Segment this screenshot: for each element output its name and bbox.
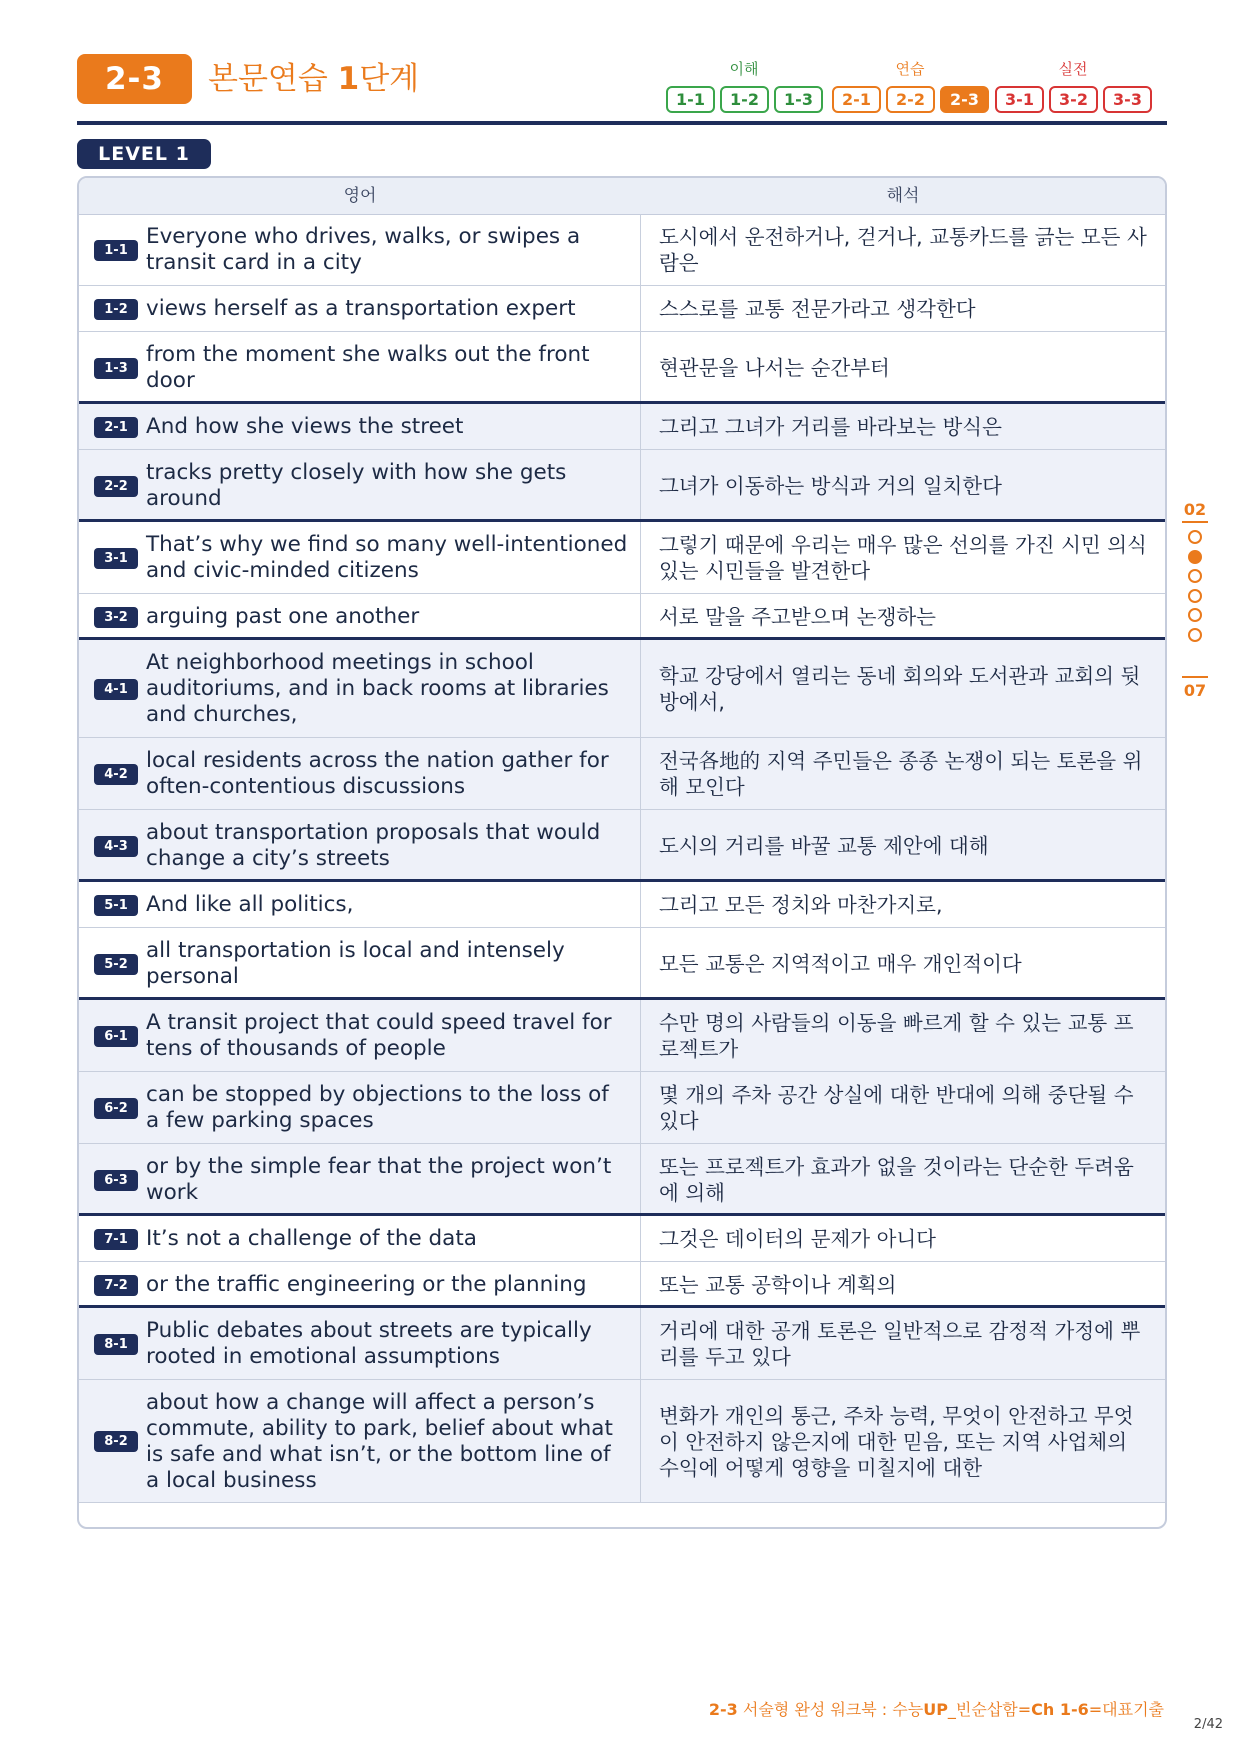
korean-translation: 스스로를 교통 전문가라고 생각한다 [659,297,976,321]
english-sentence: or the traffic engineering or the planning [146,1272,587,1297]
english-sentence: about transportation proposals that would change a city’s streets [146,820,601,871]
translation-cell [641,810,1165,879]
sentence-number-badge: 3-1 [94,548,138,569]
korean-translation: 도시에서 운전하거나, 걷거나, 교통카드를 긁는 모든 사람은 [659,225,1147,275]
translation-cell [641,1216,1165,1261]
table-row [79,332,1165,404]
sentence-number-badge: 6-2 [94,1098,138,1119]
korean-translation: 학교 강당에서 열리는 동네 회의와 도서관과 교회의 뒷방에서, [659,664,1141,714]
english-sentence: or by the simple fear that the project won’t work [146,1154,612,1205]
side-nav-divider [1182,521,1208,523]
english-cell [79,1000,641,1071]
sentence-number-badge: 7-2 [94,1275,138,1296]
translation-cell [641,594,1165,637]
table-row [79,1216,1165,1262]
english-sentence: tracks pretty closely with how she gets around [146,460,567,511]
english-sentence: That’s why we find so many well-intentioned and civic-minded citizens [146,532,628,583]
korean-translation: 수만 명의 사람들의 이동을 빠르게 할 수 있는 교통 프로젝트가 [659,1011,1134,1061]
step-tab-2-3[interactable]: 2-3 [940,86,989,113]
english-cell [79,640,641,737]
chapter-dot[interactable] [1188,628,1202,642]
translation-cell [641,214,1165,285]
sentence-number-badge: 5-1 [94,895,138,916]
translation-cell [641,332,1165,401]
chapter-dot[interactable] [1188,608,1202,622]
sentence-number-badge: 6-1 [94,1026,138,1047]
sentence-number-badge: 4-2 [94,764,138,785]
english-sentence: It’s not a challenge of the data [146,1226,477,1251]
side-nav-end-label: 07 [1183,681,1207,700]
english-sentence: about how a change will affect a person’s commute, ability to park, belief about what is safe and what isn’t, or the bottom line of a local business [146,1390,613,1493]
step-tab-1-2[interactable]: 1-2 [720,86,769,113]
english-sentence: Everyone who drives, walks, or swipes a transit card in a city [146,224,581,275]
table-row [79,1308,1165,1380]
english-cell [79,738,641,809]
english-cell [79,594,641,637]
table-row [79,928,1165,1000]
column-header-translation: 해석 [886,186,920,206]
korean-translation: 그리고 그녀가 거리를 바라보는 방식은 [659,415,1002,439]
english-sentence: can be stopped by objections to the loss of a few parking spaces [146,1082,609,1133]
translation-cell [641,1072,1165,1143]
table-row [79,810,1165,882]
translation-cell [641,928,1165,997]
step-group-label: 실전 [1058,60,1088,78]
english-sentence: arguing past one another [146,604,420,629]
korean-translation: 몇 개의 주차 공간 상실에 대한 반대에 의해 중단될 수 있다 [659,1083,1134,1133]
sentence-number-badge: 1-1 [94,240,138,261]
table-row [79,404,1165,450]
chapter-dot[interactable] [1188,569,1202,583]
step-tab-1-3[interactable]: 1-3 [774,86,823,113]
korean-translation: 또는 교통 공학이나 계획의 [659,1273,897,1297]
korean-translation: 그것은 데이터의 문제가 아니다 [659,1227,936,1251]
sentence-number-badge: 3-2 [94,607,138,628]
translation-cell [641,882,1165,927]
table-row [79,214,1165,286]
english-sentence: A transit project that could speed travel for tens of thousands of people [146,1010,612,1061]
sentence-number-badge: 1-3 [94,358,138,379]
section-badge: 2-3 [77,54,192,104]
side-nav-divider [1182,676,1208,678]
english-sentence: views herself as a transportation expert [146,296,576,321]
chapter-dot[interactable] [1188,589,1202,603]
english-cell [79,332,641,401]
english-sentence: At neighborhood meetings in school auditoriums, and in back rooms at libraries and churches, [146,650,609,727]
step-tab-1-1[interactable]: 1-1 [666,86,715,113]
table-row [79,1262,1165,1308]
table-row [79,1072,1165,1144]
sentence-number-badge: 8-2 [94,1431,138,1452]
sentence-number-badge: 4-3 [94,836,138,857]
english-cell [79,286,641,331]
sentence-number-badge: 4-1 [94,679,138,700]
sentence-number-badge: 6-3 [94,1170,138,1191]
english-sentence: And like all politics, [146,892,354,917]
korean-translation: 변화가 개인의 통근, 주차 능력, 무엇이 안전하고 무엇이 안전하지 않은지에 대한 믿음, 또는 지역 사업체의 수익에 어떻게 영향을 미칠지에 대한 [659,1404,1134,1480]
translation-cell [641,640,1165,737]
korean-translation: 그녀가 이동하는 방식과 거의 일치한다 [659,474,1002,498]
table-header [79,178,1165,215]
translation-table [77,176,1167,1529]
sentence-number-badge: 1-2 [94,299,138,320]
english-cell [79,1144,641,1213]
korean-translation: 그리고 모든 정치와 마찬가지로, [659,893,943,917]
sentence-number-badge: 7-1 [94,1229,138,1250]
english-cell [79,1072,641,1143]
column-header-english: 영어 [343,186,377,206]
page-number: 2/42 [1193,1717,1223,1732]
table-row [79,522,1165,594]
step-tab-2-1[interactable]: 2-1 [832,86,881,113]
translation-cell [641,1000,1165,1071]
step-tab-3-3[interactable]: 3-3 [1103,86,1152,113]
translation-cell [641,1262,1165,1305]
page-title: 본문연습 1단계 [208,61,420,97]
english-sentence: all transportation is local and intensely personal [146,938,565,989]
step-tab-3-1[interactable]: 3-1 [995,86,1044,113]
korean-translation: 현관문을 나서는 순간부터 [659,356,890,380]
step-tab-3-2[interactable]: 3-2 [1049,86,1098,113]
translation-cell [641,738,1165,809]
sentence-number-badge: 2-1 [94,417,138,438]
english-cell [79,522,641,593]
translation-cell [641,1380,1165,1502]
english-cell [79,1308,641,1379]
table-row [79,738,1165,810]
translation-cell [641,450,1165,519]
translation-cell [641,286,1165,331]
translation-cell [641,404,1165,449]
korean-translation: 그렇기 때문에 우리는 매우 많은 선의를 가진 시민 의식 있는 시민들을 발견한다 [659,533,1147,583]
english-cell [79,1216,641,1261]
sentence-number-badge: 8-1 [94,1334,138,1355]
korean-translation: 전국各地的 지역 주민들은 종종 논쟁이 되는 토론을 위해 모인다 [659,749,1143,799]
english-cell [79,214,641,285]
korean-translation: 도시의 거리를 바꿀 교통 제안에 대해 [659,834,989,858]
english-cell [79,1262,641,1305]
side-nav-start-label: 02 [1183,500,1207,519]
step-tab-2-2[interactable]: 2-2 [886,86,935,113]
korean-translation: 거리에 대한 공개 토론은 일반적으로 감정적 가정에 뿌리를 두고 있다 [659,1319,1141,1369]
step-group-label: 이해 [729,60,759,78]
english-cell [79,1380,641,1502]
sentence-number-badge: 5-2 [94,954,138,975]
table-row [79,1144,1165,1216]
korean-translation: 또는 프로젝트가 효과가 없을 것이라는 단순한 두려움에 의해 [659,1155,1134,1205]
english-cell [79,404,641,449]
english-cell [79,928,641,997]
chapter-dot[interactable] [1188,530,1202,544]
korean-translation: 모든 교통은 지역적이고 매우 개인적이다 [659,952,1022,976]
english-cell [79,810,641,879]
table-row [79,286,1165,332]
translation-cell [641,1308,1165,1379]
header-divider [77,121,1167,125]
english-sentence: from the moment she walks out the front door [146,342,590,393]
step-group-label: 연습 [895,60,925,78]
english-cell [79,882,641,927]
table-row [79,640,1165,738]
translation-cell [641,1144,1165,1213]
table-row [79,450,1165,522]
chapter-dot[interactable] [1188,550,1202,564]
level-badge: LEVEL 1 [77,139,211,169]
table-row [79,882,1165,928]
table-row [79,1000,1165,1072]
table-row [79,594,1165,640]
footer-text: 2-3 서술형 완성 워크북 : 수능UP_빈순삽함=Ch 1-6=대표기출 [708,1700,1164,1719]
translation-cell [641,522,1165,593]
korean-translation: 서로 말을 주고받으며 논쟁하는 [659,605,936,629]
english-cell [79,450,641,519]
english-sentence: And how she views the street [146,414,464,439]
english-sentence: Public debates about streets are typically rooted in emotional assumptions [146,1318,592,1369]
sentence-number-badge: 2-2 [94,476,138,497]
english-sentence: local residents across the nation gather for often-contentious discussions [146,748,609,799]
table-row [79,1380,1165,1503]
